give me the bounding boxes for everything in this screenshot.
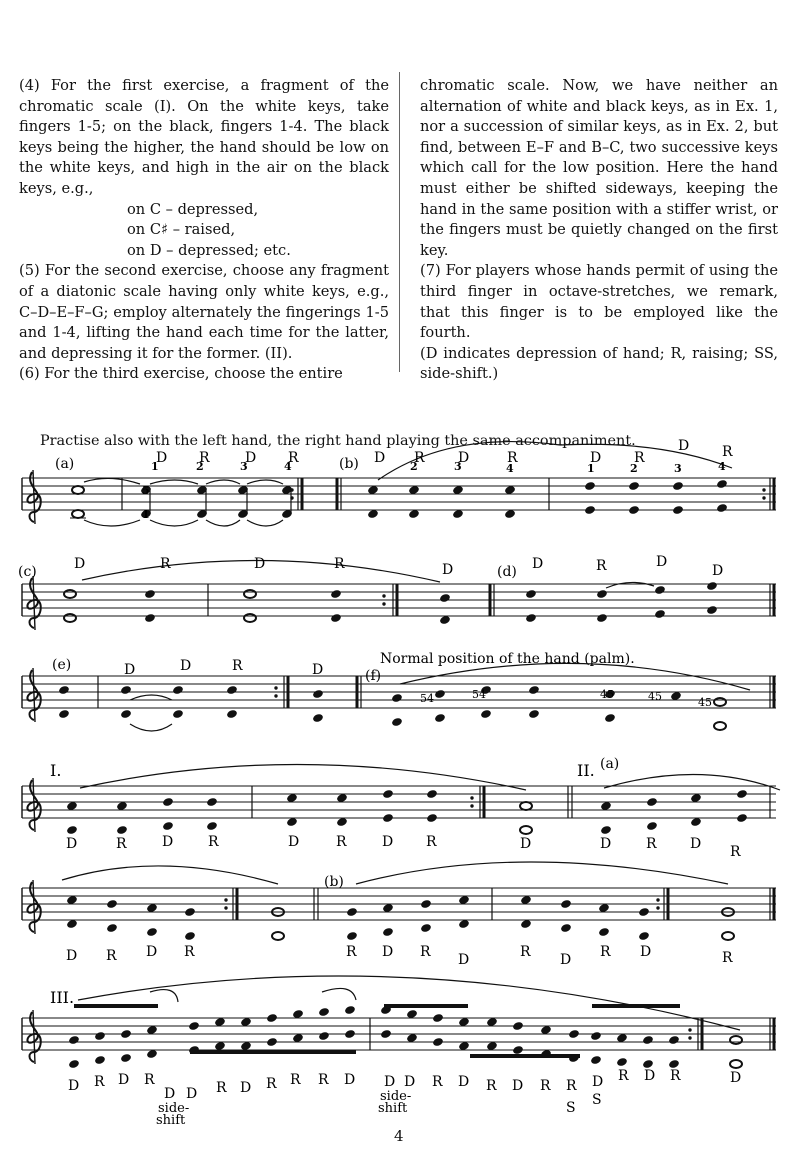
mark-d: D: [254, 556, 266, 572]
mark-d: D: [640, 944, 652, 960]
svg-text:2: 2: [410, 460, 418, 473]
svg-text:1: 1: [587, 462, 595, 475]
mark-d: D: [678, 438, 690, 454]
example-d-depressed: on D – depressed; etc.: [127, 241, 291, 259]
svg-text:45: 45: [600, 688, 614, 701]
paragraph-7: (7) For players whose hands permit of using the third finger in octave-stretches, we remark, that this finger is to be employed like the fourth.: [420, 262, 778, 342]
label-b-2: (b): [324, 874, 344, 890]
mark-d: D: [66, 836, 78, 852]
mark-d: D: [656, 554, 668, 570]
mark-r: R: [106, 948, 117, 964]
mark-r: R: [618, 1068, 629, 1084]
mark-r: R: [288, 450, 299, 466]
mark-r: R: [596, 558, 607, 574]
legend-note: (D indicates depression of hand; R, raising; SS, side-shift.): [420, 344, 778, 383]
mark-d: D: [312, 662, 324, 678]
mark-r: R: [722, 950, 733, 966]
mark-r: R: [160, 556, 171, 572]
mark-r: R: [432, 1074, 443, 1090]
mark-r: R: [566, 1078, 577, 1094]
mark-d: D: [124, 662, 136, 678]
svg-text:45: 45: [648, 690, 662, 703]
paragraph-6-cont: chromatic scale. Now, we have neither an alternation of white and black keys, as in Ex. 1, nor a succession of similar keys, as in Ex. 2, but find, between E–F and B–C, two successive keys which call for the low position. Here the hand must either be shifted sideways, keeping the hand in the same position with a stiffer wrist, or the fingers must be quietly changed on the first key.: [420, 77, 778, 259]
mark-r: R: [334, 556, 345, 572]
mark-r: R: [426, 834, 437, 850]
mark-d: D: [592, 1074, 604, 1090]
mark-d: D: [240, 1080, 252, 1096]
mark-r: R: [199, 450, 210, 466]
mark-d: D: [186, 1086, 198, 1102]
page-number: 4: [394, 1127, 404, 1145]
svg-text:1: 1: [142, 508, 150, 521]
mark-d: D: [600, 836, 612, 852]
svg-text:4: 4: [718, 460, 726, 473]
paragraph-5: (5) For the second exercise, choose any fragment of a diatonic scale having only white keys, e.g., C–D–E–F–G; employ alternately the fingerings 1-5 and 1-4, lifting the hand each time for the latter, and depressing it for the former. (II).: [19, 262, 389, 362]
side-shift-label-2b: shift: [378, 1101, 408, 1116]
mark-d: D: [288, 834, 300, 850]
mark-r: R: [336, 834, 347, 850]
mark-d: D: [146, 944, 158, 960]
mark-s: S: [592, 1092, 602, 1108]
mark-d: D: [180, 658, 192, 674]
mark-d: D: [442, 562, 454, 578]
label-c: (c): [18, 564, 37, 580]
mark-d: D: [74, 556, 86, 572]
mark-r: R: [290, 1072, 301, 1088]
mark-r: R: [722, 444, 733, 460]
staff-system-2: [18, 554, 776, 630]
mark-d: D: [382, 944, 394, 960]
svg-text:4: 4: [284, 460, 292, 473]
mark-s: S: [566, 1100, 576, 1116]
svg-text:54: 54: [472, 688, 486, 701]
staff-system-6: [22, 976, 776, 1128]
practise-instruction: Practise also with the left hand, the right hand playing the same accompaniment.: [40, 433, 636, 449]
mark-r: R: [116, 836, 127, 852]
mark-d: D: [66, 948, 78, 964]
mark-r: R: [646, 836, 657, 852]
staff-system-3: [22, 651, 776, 731]
staff-system-1: [22, 438, 776, 526]
svg-text:54: 54: [420, 692, 434, 705]
mark-d: D: [690, 836, 702, 852]
label-d: (d): [497, 564, 517, 580]
side-shift-label-1a: side-: [158, 1101, 190, 1116]
mark-d: D: [458, 450, 470, 466]
mark-d: D: [384, 1074, 396, 1090]
label-e: (e): [52, 657, 72, 673]
svg-text:2: 2: [196, 460, 204, 473]
mark-r: R: [318, 1072, 329, 1088]
mark-r: R: [414, 450, 425, 466]
mark-d: D: [404, 1074, 416, 1090]
example-c-depressed: on C – depressed,: [127, 200, 259, 218]
mark-d: D: [590, 450, 602, 466]
svg-text:3: 3: [674, 462, 682, 475]
roman-1: I.: [50, 761, 62, 780]
mark-r: R: [216, 1080, 227, 1096]
roman-2: II.: [577, 761, 595, 780]
mark-r: R: [670, 1068, 681, 1084]
mark-r: R: [540, 1078, 551, 1094]
mark-r: R: [232, 658, 243, 674]
mark-r: R: [486, 1078, 497, 1094]
staff-system-4: [22, 756, 780, 860]
svg-text:3: 3: [454, 460, 462, 473]
svg-text:4: 4: [506, 462, 514, 475]
mark-d: D: [118, 1072, 130, 1088]
mark-d: D: [730, 1070, 742, 1086]
label-b: (b): [339, 456, 359, 472]
side-shift-label-1b: shift: [156, 1113, 186, 1128]
mark-d: D: [532, 556, 544, 572]
mark-r: R: [420, 944, 431, 960]
mark-d: D: [164, 1086, 176, 1102]
mark-d: D: [560, 952, 572, 968]
mark-d: D: [245, 450, 257, 466]
label-a-2: (a): [600, 756, 620, 772]
mark-r: R: [634, 450, 645, 466]
mark-r: R: [730, 844, 741, 860]
mark-r: R: [600, 944, 611, 960]
side-shift-label-2a: side-: [380, 1089, 412, 1104]
mark-r: R: [208, 834, 219, 850]
svg-text:5: 5: [142, 484, 150, 497]
mark-d: D: [644, 1068, 656, 1084]
roman-3: III.: [50, 988, 75, 1007]
paragraph-6-start: (6) For the third exercise, choose the entire: [19, 365, 343, 383]
mark-r: R: [94, 1074, 105, 1090]
mark-d: D: [68, 1078, 80, 1094]
mark-d: D: [512, 1078, 524, 1094]
paragraph-4: (4) For the first exercise, a fragment of the chromatic scale (I). On the white keys, take fingers 1-5; on the black, fingers 1-4. The black keys being the higher, the hand should be low on the white keys, and high in the air on the black keys, e.g.,: [19, 77, 389, 197]
svg-text:2: 2: [630, 462, 638, 475]
mark-d: D: [344, 1072, 356, 1088]
mark-r: R: [346, 944, 357, 960]
mark-d: D: [156, 450, 168, 466]
mark-d: D: [374, 450, 386, 466]
mark-d: D: [162, 834, 174, 850]
mark-d: D: [458, 1074, 470, 1090]
mark-d: D: [382, 834, 394, 850]
svg-text:45: 45: [698, 696, 712, 709]
label-a: (a): [55, 456, 75, 472]
svg-text:1: 1: [151, 460, 159, 473]
mark-d: D: [520, 836, 532, 852]
mark-r: R: [507, 450, 518, 466]
label-f: (f): [365, 668, 382, 684]
mark-d: D: [712, 563, 724, 579]
normal-position-label: Normal position of the hand (palm).: [380, 651, 635, 667]
mark-r: R: [266, 1076, 277, 1092]
svg-text:3: 3: [240, 460, 248, 473]
mark-r: R: [520, 944, 531, 960]
mark-d: D: [458, 952, 470, 968]
staff-system-5: [22, 862, 776, 968]
mark-r: R: [144, 1072, 155, 1088]
example-csharp-raised: on C♯ – raised,: [127, 221, 236, 239]
mark-r: R: [184, 944, 195, 960]
